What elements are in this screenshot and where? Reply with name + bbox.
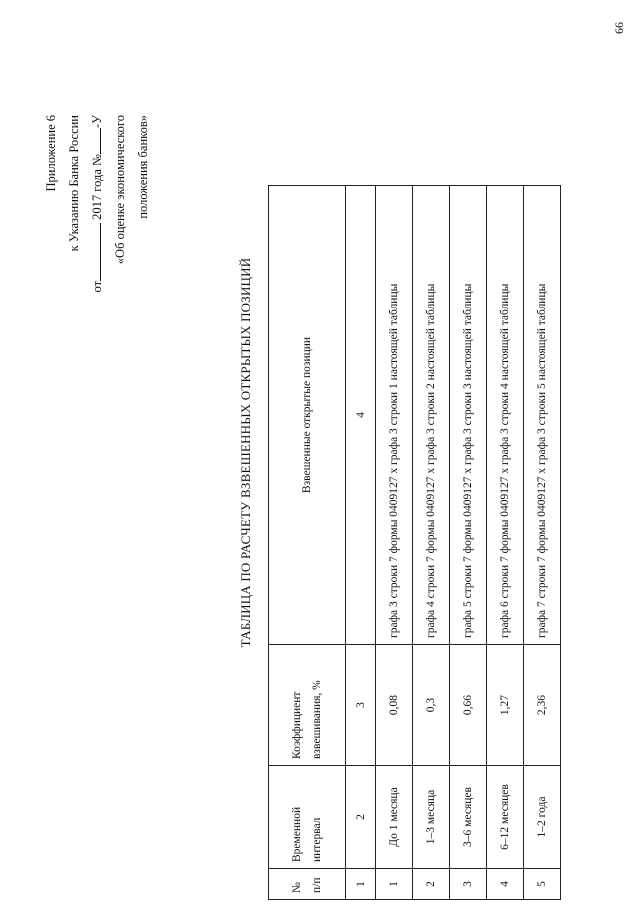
appendix-subject-1: «Об оценке экономического — [113, 115, 127, 265]
column-number: 3 — [346, 645, 376, 766]
row-coefficient: 0,08 — [376, 645, 413, 766]
row-formula: графа 5 строки 7 формы 0409127 x графа 3 строки 3 настоящей таблицы — [450, 186, 487, 645]
date-prefix: от — [90, 280, 104, 293]
page-number: 66 — [612, 22, 626, 34]
table-header-row — [269, 186, 346, 900]
header-coefficient: Коэффициент взвешивания, % — [269, 645, 346, 766]
row-number: 2 — [413, 869, 450, 900]
row-formula: графа 4 строки 7 формы 0409127 x графа 3 строки 2 настоящей таблицы — [413, 186, 450, 645]
column-number-row — [346, 186, 376, 900]
appendix-date-line — [86, 115, 109, 435]
table-row — [524, 186, 561, 900]
row-interval: 3–6 месяцев — [450, 766, 487, 869]
row-interval: 1–3 месяца — [413, 766, 450, 869]
header-weighted-positions: Взвешенные открытые позиции — [269, 186, 346, 645]
column-number: 4 — [346, 186, 376, 645]
table-title: ТАБЛИЦА ПО РАСЧЕТУ ВЗВЕШЕННЫХ ОТКРЫТЫХ ПОЗИЦИЙ — [238, 257, 253, 648]
weighted-positions-table — [268, 185, 561, 900]
table-row — [376, 186, 413, 900]
table-row — [450, 186, 487, 900]
row-formula: графа 6 строки 7 формы 0409127 x графа 3 строки 4 настоящей таблицы — [487, 186, 524, 645]
row-coefficient: 0,3 — [413, 645, 450, 766]
row-interval: 1–2 года — [524, 766, 561, 869]
number-suffix: -У — [90, 115, 104, 129]
row-number: 5 — [524, 869, 561, 900]
appendix-subject-2: положения банков» — [136, 115, 150, 219]
row-interval: До 1 месяца — [376, 766, 413, 869]
row-number: 1 — [376, 869, 413, 900]
header-number: № п/п — [269, 869, 346, 900]
row-number: 3 — [450, 869, 487, 900]
column-number: 2 — [346, 766, 376, 869]
date-blank — [88, 223, 101, 281]
appendix-reference: к Указанию Банка России — [67, 115, 81, 252]
row-formula: графа 7 строки 7 формы 0409127 x графа 3 строки 5 настоящей таблицы — [524, 186, 561, 645]
appendix-header — [40, 115, 155, 435]
table-row — [487, 186, 524, 900]
number-blank — [88, 128, 101, 154]
row-coefficient: 0,66 — [450, 645, 487, 766]
row-coefficient: 1,27 — [487, 645, 524, 766]
table-row — [413, 186, 450, 900]
row-formula: графа 3 строки 7 формы 0409127 x графа 3 строки 1 настоящей таблицы — [376, 186, 413, 645]
appendix-title: Приложение 6 — [44, 115, 58, 192]
column-number: 1 — [346, 869, 376, 900]
row-interval: 6–12 месяцев — [487, 766, 524, 869]
header-interval: Временной интервал — [269, 766, 346, 869]
row-coefficient: 2,36 — [524, 645, 561, 766]
date-year: 2017 года № — [90, 154, 104, 220]
row-number: 4 — [487, 869, 524, 900]
